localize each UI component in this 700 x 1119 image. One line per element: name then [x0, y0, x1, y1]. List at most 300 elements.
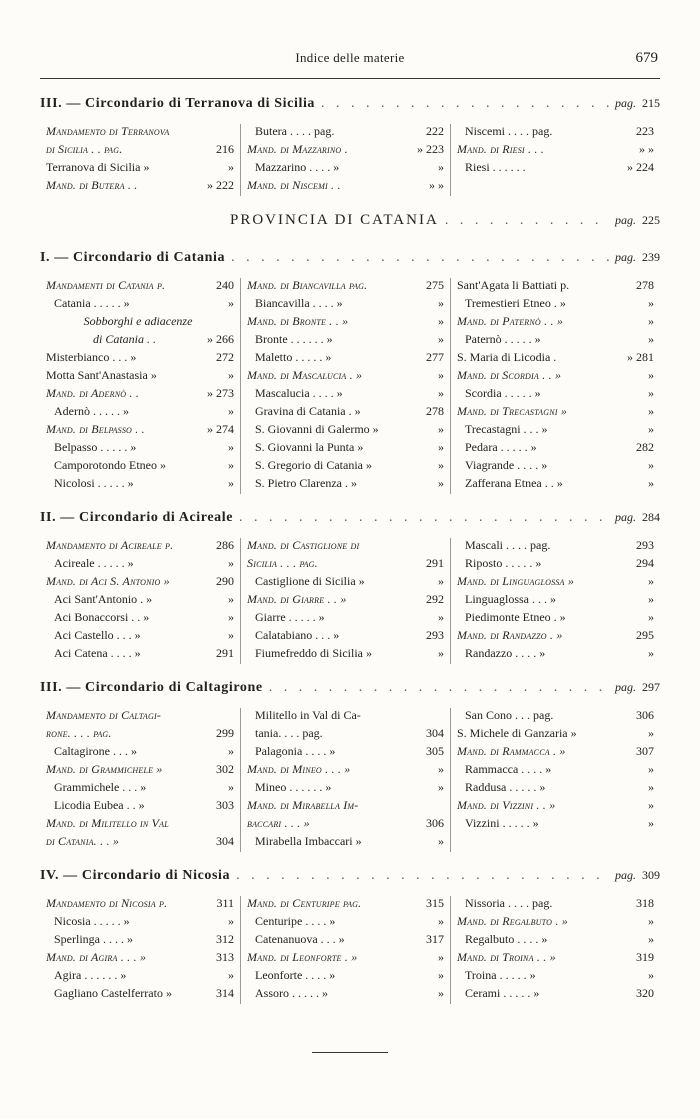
- index-entry: [457, 368, 654, 386]
- entry-name: Mand. di Riesi . . .: [457, 142, 544, 156]
- index-entry: [247, 780, 444, 798]
- index-entry: [247, 816, 444, 834]
- index-entry: [457, 708, 654, 726]
- entry-page: »: [228, 440, 234, 454]
- entry-page: 319: [636, 950, 654, 964]
- entry-name: Butera . . . . pag.: [255, 124, 335, 138]
- entry-name: S. Gregorio di Catania »: [255, 458, 372, 472]
- entry-column: [40, 708, 240, 852]
- entry-page: »: [438, 296, 444, 310]
- index-entry: [247, 708, 444, 726]
- entry-page: 313: [216, 950, 234, 964]
- page-header: [0, 50, 700, 70]
- section-heading: [40, 680, 660, 702]
- index-entry: [457, 610, 654, 628]
- section-heading: [40, 510, 660, 532]
- index-entry: [46, 350, 234, 368]
- entry-name: Zafferana Etnea . . »: [465, 476, 563, 490]
- entry-page: »: [648, 314, 654, 328]
- section-page-number: 225: [642, 213, 660, 227]
- entry-name: Acireale . . . . . »: [54, 556, 134, 570]
- index-entry: [457, 458, 654, 476]
- entry-page: »: [648, 914, 654, 928]
- index-entry: [247, 610, 444, 628]
- entry-name: Mandamento di Terranova: [46, 124, 170, 138]
- entry-name: Regalbuto . . . . »: [465, 932, 548, 946]
- entry-name: Mand. di Mascalucia . »: [247, 368, 363, 382]
- entry-page: »: [648, 574, 654, 588]
- entry-page: 320: [636, 986, 654, 1000]
- entry-name: Gravina di Catania . »: [255, 404, 361, 418]
- entry-page: 292: [426, 592, 444, 606]
- index-entry: [46, 440, 234, 458]
- entry-page: 306: [636, 708, 654, 722]
- section-title: IV. — Circondario di Nicosia: [40, 868, 231, 883]
- entry-page: »: [228, 744, 234, 758]
- entry-page: » »: [639, 142, 654, 156]
- entry-name: Fiumefreddo di Sicilia »: [255, 646, 372, 660]
- index-entry: [46, 160, 234, 178]
- entry-page: »: [438, 368, 444, 382]
- entry-name: Catania . . . . . »: [54, 296, 130, 310]
- index-entry: [46, 932, 234, 950]
- entry-column: [240, 278, 450, 494]
- index-entry: [46, 476, 234, 494]
- entry-page: »: [648, 296, 654, 310]
- entry-page: » 266: [207, 332, 234, 346]
- entry-page: »: [648, 458, 654, 472]
- entry-column: [40, 896, 240, 1004]
- entry-name: Sperlinga . . . . »: [54, 932, 133, 946]
- entry-name: Mand. di Niscemi . .: [247, 178, 341, 192]
- entry-page: »: [648, 968, 654, 982]
- index-entry: [457, 574, 654, 592]
- entry-name: Leonforte . . . . »: [255, 968, 336, 982]
- entry-page: »: [228, 914, 234, 928]
- section-heading: [40, 212, 660, 234]
- index-entry: [457, 386, 654, 404]
- entry-page: 290: [216, 574, 234, 588]
- entry-columns: [40, 278, 660, 494]
- index-entry: [457, 142, 654, 160]
- entry-name: Mand. di Bronte . . »: [247, 314, 349, 328]
- entry-name: Mascali . . . . pag.: [465, 538, 551, 552]
- entry-name: San Cono . . . pag.: [465, 708, 554, 722]
- entry-page: »: [648, 476, 654, 490]
- entry-name: Randazzo . . . . »: [465, 646, 546, 660]
- entry-page: »: [648, 646, 654, 660]
- entry-name: Mand. di Castiglione di: [247, 538, 360, 552]
- index-entry: [457, 592, 654, 610]
- entry-name: Raddusa . . . . . »: [465, 780, 546, 794]
- entry-name: S. Pietro Clarenza . »: [255, 476, 357, 490]
- entry-name: Belpasso . . . . . »: [54, 440, 137, 454]
- index-entry: [46, 404, 234, 422]
- page-label: pag.: [615, 510, 636, 524]
- entry-name: Cerami . . . . . »: [465, 986, 540, 1000]
- entry-column: [450, 896, 660, 1004]
- index-entry: [457, 780, 654, 798]
- entry-column: [240, 124, 450, 196]
- entry-name: Misterbianco . . . »: [46, 350, 137, 364]
- page-label: pag.: [615, 250, 636, 264]
- index-entry: [457, 914, 654, 932]
- entry-page: »: [228, 296, 234, 310]
- entry-name: S. Michele di Ganzaria »: [457, 726, 577, 740]
- entry-name: Caltagirone . . . »: [54, 744, 137, 758]
- index-entry: [457, 440, 654, 458]
- entry-name: Tremestieri Etneo . »: [465, 296, 566, 310]
- dot-leader: [445, 213, 609, 229]
- index-entry: [247, 932, 444, 950]
- entry-page: 286: [216, 538, 234, 552]
- section-title: PROVINCIA DI CATANIA: [230, 212, 439, 228]
- entry-name: Mandamento di Acireale p.: [46, 538, 174, 552]
- entry-columns: [40, 896, 660, 1004]
- section-title: III. — Circondario di Terranova di Sicilia: [40, 96, 316, 111]
- entry-name: Castiglione di Sicilia »: [255, 574, 365, 588]
- entry-page: 293: [636, 538, 654, 552]
- entry-page: » 281: [627, 350, 654, 364]
- entry-page: »: [648, 332, 654, 346]
- entry-name: Maletto . . . . . »: [255, 350, 332, 364]
- entry-page: » 273: [207, 386, 234, 400]
- index-entry: [46, 142, 234, 160]
- entry-page: 305: [426, 744, 444, 758]
- index-entry: [46, 556, 234, 574]
- index-entry: [247, 296, 444, 314]
- entry-name: Catenanuova . . . »: [255, 932, 345, 946]
- entry-name: Nicolosi . . . . . »: [54, 476, 134, 490]
- page-label: pag.: [615, 96, 636, 110]
- entry-name: Agira . . . . . . »: [54, 968, 127, 982]
- index-entry: [247, 160, 444, 178]
- index-entry: [46, 816, 234, 834]
- entry-page: »: [648, 386, 654, 400]
- entry-page: 216: [216, 142, 234, 156]
- index-entry: [247, 950, 444, 968]
- page-number: 679: [635, 50, 658, 66]
- index-entry: [247, 404, 444, 422]
- entry-page: »: [438, 422, 444, 436]
- index-entry: [46, 332, 234, 350]
- entry-name: Mand. di Militello in Val: [46, 816, 169, 830]
- index-entry: [247, 986, 444, 1004]
- index-entry: [457, 124, 654, 142]
- entry-page: » 224: [627, 160, 654, 174]
- index-entry: [46, 574, 234, 592]
- entry-page: »: [648, 610, 654, 624]
- entry-column: [40, 538, 240, 664]
- index-entry: [457, 744, 654, 762]
- index-entry: [247, 440, 444, 458]
- index-entry: [247, 592, 444, 610]
- index-entry: [247, 726, 444, 744]
- index-entry: [247, 422, 444, 440]
- entry-page: 272: [216, 350, 234, 364]
- entry-name: Assoro . . . . . »: [255, 986, 329, 1000]
- circondario-section: [40, 96, 660, 196]
- index-entry: [247, 834, 444, 852]
- section-title: III. — Circondario di Caltagirone: [40, 680, 263, 695]
- index-entry: [46, 458, 234, 476]
- entry-name: Mand. di Mirabella Im-: [247, 798, 359, 812]
- entry-name: Mand. di Centuripe pag.: [247, 896, 362, 910]
- index-entry: [247, 538, 444, 556]
- entry-name: Bronte . . . . . . »: [255, 332, 333, 346]
- entry-name: Aci Catena . . . . »: [54, 646, 141, 660]
- entry-page: »: [228, 592, 234, 606]
- running-title: Indice delle materie: [295, 50, 405, 65]
- entry-page: 278: [426, 404, 444, 418]
- index-entry: [457, 160, 654, 178]
- entry-page: »: [648, 422, 654, 436]
- entry-page: 295: [636, 628, 654, 642]
- entry-page: 315: [426, 896, 444, 910]
- entry-page: »: [648, 780, 654, 794]
- index-entry: [46, 628, 234, 646]
- entry-name: Aci Bonaccorsi . . »: [54, 610, 150, 624]
- entry-page: »: [438, 476, 444, 490]
- entry-page: 317: [426, 932, 444, 946]
- index-entry: [457, 932, 654, 950]
- entry-name: Sobborghi e adiacenze: [83, 314, 193, 328]
- entry-name: Mand. di Trecastagni »: [457, 404, 568, 418]
- index-entry: [247, 142, 444, 160]
- index-entry: [457, 762, 654, 780]
- dot-leader: [239, 510, 609, 526]
- index-entry: [46, 896, 234, 914]
- entry-name: Mandamento di Nicosia p.: [46, 896, 168, 910]
- index-entry: [247, 762, 444, 780]
- entry-name: Mand. di Linguaglossa »: [457, 574, 575, 588]
- entry-name: Mand. di Mineo . . . »: [247, 762, 351, 776]
- entry-page: »: [228, 404, 234, 418]
- entry-name: baccari . . . »: [247, 816, 310, 830]
- provincia-heading: [40, 212, 660, 234]
- entry-name: Rammacca . . . . »: [465, 762, 552, 776]
- section-title: II. — Circondario di Acireale: [40, 510, 234, 525]
- index-entry: [247, 314, 444, 332]
- entry-page: 293: [426, 628, 444, 642]
- section-heading: [40, 868, 660, 890]
- entry-name: S. Giovanni la Punta »: [255, 440, 364, 454]
- index-entry: [46, 798, 234, 816]
- entry-name: Niscemi . . . . pag.: [465, 124, 553, 138]
- index-entry: [457, 798, 654, 816]
- index-entry: [46, 762, 234, 780]
- entry-page: 291: [426, 556, 444, 570]
- entry-page: »: [648, 762, 654, 776]
- index-entry: [46, 610, 234, 628]
- entry-page: »: [648, 368, 654, 382]
- index-entry: [247, 386, 444, 404]
- entry-page: 223: [636, 124, 654, 138]
- entry-page: »: [648, 816, 654, 830]
- index-entry: [46, 780, 234, 798]
- index-entry: [457, 896, 654, 914]
- index-entry: [457, 476, 654, 494]
- page-label: pag.: [615, 868, 636, 882]
- circondario-section: [40, 250, 660, 494]
- index-entry: [46, 968, 234, 986]
- entry-page: »: [438, 332, 444, 346]
- entry-page: »: [648, 592, 654, 606]
- index-entry: [247, 368, 444, 386]
- entry-page: »: [438, 610, 444, 624]
- entry-name: Aci Castello . . . »: [54, 628, 141, 642]
- entry-page: »: [228, 556, 234, 570]
- circondario-section: [40, 680, 660, 852]
- entry-page: »: [438, 440, 444, 454]
- entry-column: [240, 708, 450, 852]
- index-entry: [457, 332, 654, 350]
- index-entry: [457, 538, 654, 556]
- entry-page: » 274: [207, 422, 234, 436]
- entry-name: Mand. di Belpasso . .: [46, 422, 145, 436]
- entry-page: »: [438, 386, 444, 400]
- entry-column: [450, 708, 660, 852]
- index-entry: [46, 986, 234, 1004]
- entry-name: Pedara . . . . . »: [465, 440, 537, 454]
- entry-name: Paternò . . . . . »: [465, 332, 541, 346]
- entry-page: »: [438, 762, 444, 776]
- entry-page: »: [438, 986, 444, 1000]
- entry-page: »: [228, 476, 234, 490]
- index-entry: [457, 968, 654, 986]
- page-label: pag.: [615, 213, 636, 227]
- index-entry: [247, 332, 444, 350]
- entry-page: 291: [216, 646, 234, 660]
- entry-name: Centuripe . . . . »: [255, 914, 336, 928]
- entry-name: Mineo . . . . . . »: [255, 780, 332, 794]
- entry-columns: [40, 708, 660, 852]
- section-title: I. — Circondario di Catania: [40, 250, 226, 265]
- entry-page: 282: [636, 440, 654, 454]
- entry-name: Mand. di Paternò . . »: [457, 314, 564, 328]
- entry-columns: [40, 124, 660, 196]
- entry-name: Adernò . . . . . »: [54, 404, 129, 418]
- index-entry: [46, 314, 234, 332]
- entry-name: Camporotondo Etneo »: [54, 458, 166, 472]
- entry-name: Giarre . . . . . »: [255, 610, 325, 624]
- entry-page: » »: [429, 178, 444, 192]
- entry-page: »: [438, 968, 444, 982]
- index-entry: [46, 646, 234, 664]
- entry-column: [240, 896, 450, 1004]
- entry-page: » 223: [417, 142, 444, 156]
- entry-page: »: [648, 404, 654, 418]
- entry-name: Mirabella Imbaccari »: [255, 834, 362, 848]
- index-entry: [46, 386, 234, 404]
- entry-page: »: [438, 914, 444, 928]
- entry-page: » 222: [207, 178, 234, 192]
- entry-name: Viagrande . . . . »: [465, 458, 548, 472]
- index-sections: [40, 96, 660, 1020]
- entry-name: Sant'Agata li Battiati p.: [457, 278, 570, 292]
- entry-name: Mandamento di Caltagi-: [46, 708, 162, 722]
- entry-page: »: [648, 798, 654, 812]
- entry-page: »: [228, 160, 234, 174]
- index-entry: [457, 950, 654, 968]
- index-entry: [457, 986, 654, 1004]
- entry-page: »: [228, 968, 234, 982]
- entry-name: S. Giovanni di Galermo »: [255, 422, 379, 436]
- index-entry: [247, 628, 444, 646]
- index-entry: [247, 574, 444, 592]
- entry-name: rone. . . . pag.: [46, 726, 112, 740]
- entry-name: Piedimonte Etneo . »: [465, 610, 566, 624]
- index-entry: [247, 278, 444, 296]
- entry-name: Mand. di Grammichele »: [46, 762, 163, 776]
- index-entry: [247, 896, 444, 914]
- index-entry: [46, 124, 234, 142]
- entry-name: Vizzini . . . . . »: [465, 816, 539, 830]
- entry-name: tania. . . . pag.: [255, 726, 323, 740]
- index-entry: [457, 296, 654, 314]
- index-entry: [457, 314, 654, 332]
- entry-page: »: [438, 574, 444, 588]
- entry-page: »: [648, 932, 654, 946]
- index-entry: [247, 350, 444, 368]
- index-entry: [457, 816, 654, 834]
- entry-page: »: [438, 646, 444, 660]
- index-entry: [457, 278, 654, 296]
- entry-page: 299: [216, 726, 234, 740]
- entry-page: »: [648, 726, 654, 740]
- entry-page: 312: [216, 932, 234, 946]
- section-page-number: 239: [642, 250, 660, 264]
- index-entry: [247, 124, 444, 142]
- index-entry: [46, 708, 234, 726]
- entry-name: S. Maria di Licodia .: [457, 350, 557, 364]
- entry-column: [240, 538, 450, 664]
- entry-name: Riesi . . . . . .: [465, 160, 526, 174]
- index-entry: [46, 592, 234, 610]
- entry-name: Trecastagni . . . »: [465, 422, 548, 436]
- entry-name: Mand. di Leonforte . »: [247, 950, 358, 964]
- index-entry: [457, 350, 654, 368]
- entry-page: »: [438, 780, 444, 794]
- page-label: pag.: [615, 680, 636, 694]
- section-page-number: 215: [642, 96, 660, 110]
- index-entry: [247, 744, 444, 762]
- index-entry: [46, 726, 234, 744]
- entry-name: Mand. di Scordia . . »: [457, 368, 562, 382]
- entry-column: [40, 124, 240, 196]
- entry-name: Mand. di Mazzarino .: [247, 142, 348, 156]
- entry-page: 222: [426, 124, 444, 138]
- entry-name: di Catania. . . »: [46, 834, 120, 848]
- index-entry: [247, 798, 444, 816]
- entry-page: 318: [636, 896, 654, 910]
- index-entry: [457, 404, 654, 422]
- entry-name: Riposto . . . . . »: [465, 556, 542, 570]
- entry-page: 278: [636, 278, 654, 292]
- header-rule: [40, 78, 660, 79]
- entry-page: »: [228, 458, 234, 472]
- section-page-number: 309: [642, 868, 660, 882]
- entry-columns: [40, 538, 660, 664]
- entry-name: Militello in Val di Ca-: [255, 708, 361, 722]
- entry-page: 294: [636, 556, 654, 570]
- section-heading: [40, 96, 660, 118]
- entry-page: 304: [216, 834, 234, 848]
- entry-name: Mand. di Troina . . »: [457, 950, 556, 964]
- index-entry: [46, 914, 234, 932]
- entry-name: Mand. di Agira . . . »: [46, 950, 147, 964]
- index-entry: [247, 178, 444, 196]
